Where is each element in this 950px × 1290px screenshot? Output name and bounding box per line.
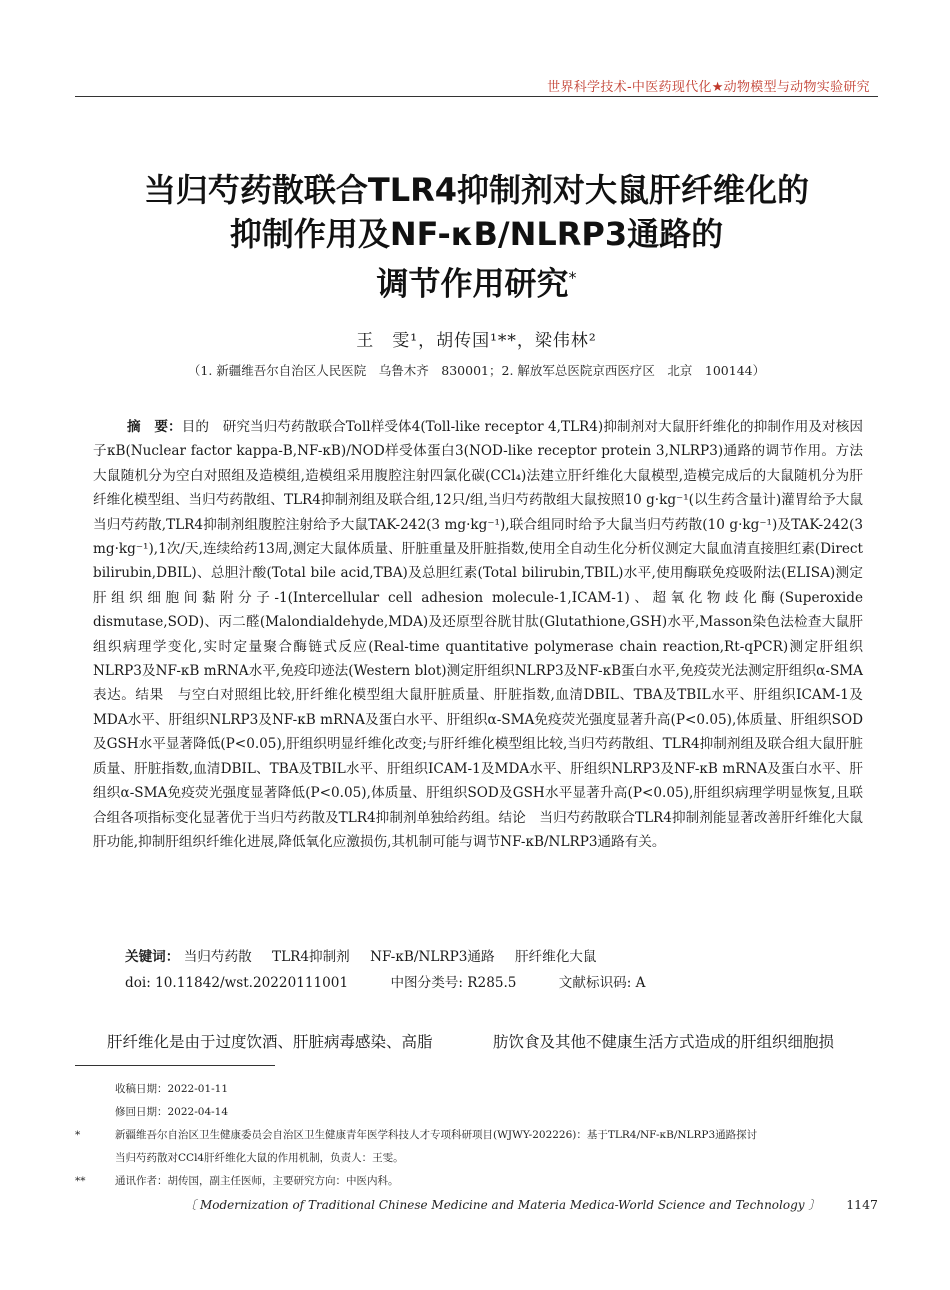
keyword: 肝纤维化大鼠	[514, 949, 597, 965]
title-line-3-text: 调节作用研究	[376, 264, 569, 303]
title-line-3	[75, 256, 878, 306]
funding-text-2: 当归芍药散对CCl4肝纤维化大鼠的作用机制，负责人：王雯。	[115, 1152, 404, 1164]
keyword: NF-κB/NLRP3通路	[370, 949, 495, 965]
title-footnote-mark: *	[568, 268, 577, 287]
keywords-label: 关键词：	[125, 949, 180, 965]
article-meta	[125, 971, 683, 991]
abstract-paragraph	[93, 415, 877, 854]
abstract	[93, 415, 877, 854]
title-line-2: 抑制作用及NF-κB/NLRP3通路的	[229, 215, 724, 253]
correspondence-text: 通讯作者：胡传国，副主任医师，主要研究方向：中医内科。	[115, 1175, 399, 1187]
revised-date: 修回日期：2022-04-14	[115, 1106, 229, 1118]
abstract-label: 摘 要：	[127, 419, 182, 435]
footnotes	[75, 1078, 878, 1193]
affiliations: （1. 新疆维吾尔自治区人民医院 乌鲁木齐 830001；2. 解放军总医院京西医疗区 北京 100144）	[187, 363, 766, 378]
received-date: 收稿日期：2022-01-11	[115, 1083, 229, 1095]
body-text-left: 肝纤维化是由于过度饮酒、肝脏病毒感染、高脂	[107, 1033, 433, 1051]
header-rule	[75, 96, 878, 97]
page-number: 1147	[846, 1197, 878, 1212]
body-text-right: 肪饮食及其他不健康生活方式造成的肝组织细胞损	[493, 1033, 835, 1051]
correspondence-note	[75, 1170, 878, 1193]
document-code: 文献标识码: A	[558, 975, 646, 991]
doi: doi: 10.11842/wst.20220111001	[125, 975, 349, 991]
article-title	[75, 168, 878, 306]
funding-note	[75, 1124, 878, 1147]
keyword: TLR4抑制剂	[272, 949, 350, 965]
clc-number: 中图分类号: R285.5	[390, 975, 517, 991]
funding-mark: *	[75, 1129, 81, 1141]
page-footer	[75, 1196, 878, 1213]
author-list: 王 雯¹，胡传国¹**，梁伟林²	[356, 331, 597, 351]
correspondence-mark: **	[75, 1175, 86, 1187]
keywords	[125, 945, 613, 965]
running-head: 世界科学技术-中医药现代化★动物模型与动物实验研究	[547, 80, 870, 95]
title-line-1: 当归芍药散联合TLR4抑制剂对大鼠肝纤维化的	[143, 171, 810, 209]
abstract-text: 目的 研究当归芍药散联合Toll样受体4(Toll-like receptor 4,TLR4)抑制剂对大鼠肝纤维化的抑制作用及对核因子κB(Nuclear factor kappa-B,NF-κB)/NOD样受体蛋白3(NOD-like receptor protein 3,NLRP3)通路的调节作用。方法 大鼠随机分为空白对照组及造模组,造模组采用腹腔注射四氯化碳(CCl₄)法建立肝纤维化大鼠模型,造模完成后的大鼠随机分为肝纤维化模型组、当归芍药散组、TLR4抑制剂组及联合组,12只/组,当归芍药散组大鼠按照10 g·kg⁻¹(以生药含量计)灌胃给予大鼠当归芍药散,TLR4抑制剂组腹腔注射给予大鼠TAK-242(3 mg·kg⁻¹),联合组同时给予大鼠当归芍药散(10 g·kg⁻¹)及TAK-242(3 mg·kg⁻¹),1次/天,连续给药13周,测定大鼠体质量、肝脏重量及肝脏指数,使用全自动生化分析仪测定大鼠血清直接胆红素(Direct bilirubin,DBIL)、总胆汁酸(Total bile acid,TBA)及总胆红素(Total bilirubin,TBIL)水平,使用酶联免疫吸附法(ELISA)测定肝组织细胞间黏附分子-1(Intercellular cell adhesion molecule-1,ICAM-1)、超氧化物歧化酶(Superoxide dismutase,SOD)、丙二醛(Malondialdehyde,MDA)及还原型谷胱甘肽(Glutathione,GSH)水平,Masson染色法检查大鼠肝组织病理学变化,实时定量聚合酶链式反应(Real-time quantitative polymerase chain reaction,Rt-qPCR)测定肝组织NLRP3及NF-κB mRNA水平,免疫印迹法(Western blot)测定肝组织NLRP3及NF-κB蛋白水平,免疫荧光法测定肝组织α-SMA表达。结果 与空白对照组比较,肝纤维化模型组大鼠肝脏质量、肝脏指数,血清DBIL、TBA及TBIL水平、肝组织ICAM-1及MDA水平、肝组织NLRP3及NF-κB mRNA及蛋白水平、肝组织α-SMA免疫荧光强度显著升高(P<0.05),体质量、肝组织SOD及GSH水平显著降低(P<0.05),肝组织明显纤维化改变;与肝纤维化模型组比较,当归芍药散组、TLR4抑制剂组及联合组大鼠肝脏质量、肝脏指数,血清DBIL、TBA及TBIL水平、肝组织ICAM-1及MDA水平、肝组织NLRP3及NF-κB mRNA及蛋白水平、肝组织α-SMA免疫荧光强度显著降低(P<0.05),体质量、肝组织SOD及GSH水平显著升高(P<0.05),肝组织病理学明显恢复,且联合组各项指标变化显著优于当归芍药散及TLR4抑制剂单独给药组。结论 当归芍药散联合TLR4抑制剂能显著改善肝纤维化大鼠肝功能,抑制肝组织纤维化进展,降低氧化应激损伤,其机制可能与调节NF-κB/NLRP3通路有关。	[93, 419, 877, 850]
keyword: 当归芍药散	[183, 949, 252, 965]
footnote-rule	[75, 1065, 275, 1066]
journal-name: 〔 Modernization of Traditional Chinese Medicine and Materia Medica-World Science and Technology 〕	[184, 1198, 821, 1212]
funding-text-1: 新疆维吾尔自治区卫生健康委员会自治区卫生健康青年医学科技人才专项科研项目(WJWY-202226)：基于TLR4/NF-κB/NLRP3通路探讨	[115, 1129, 758, 1141]
